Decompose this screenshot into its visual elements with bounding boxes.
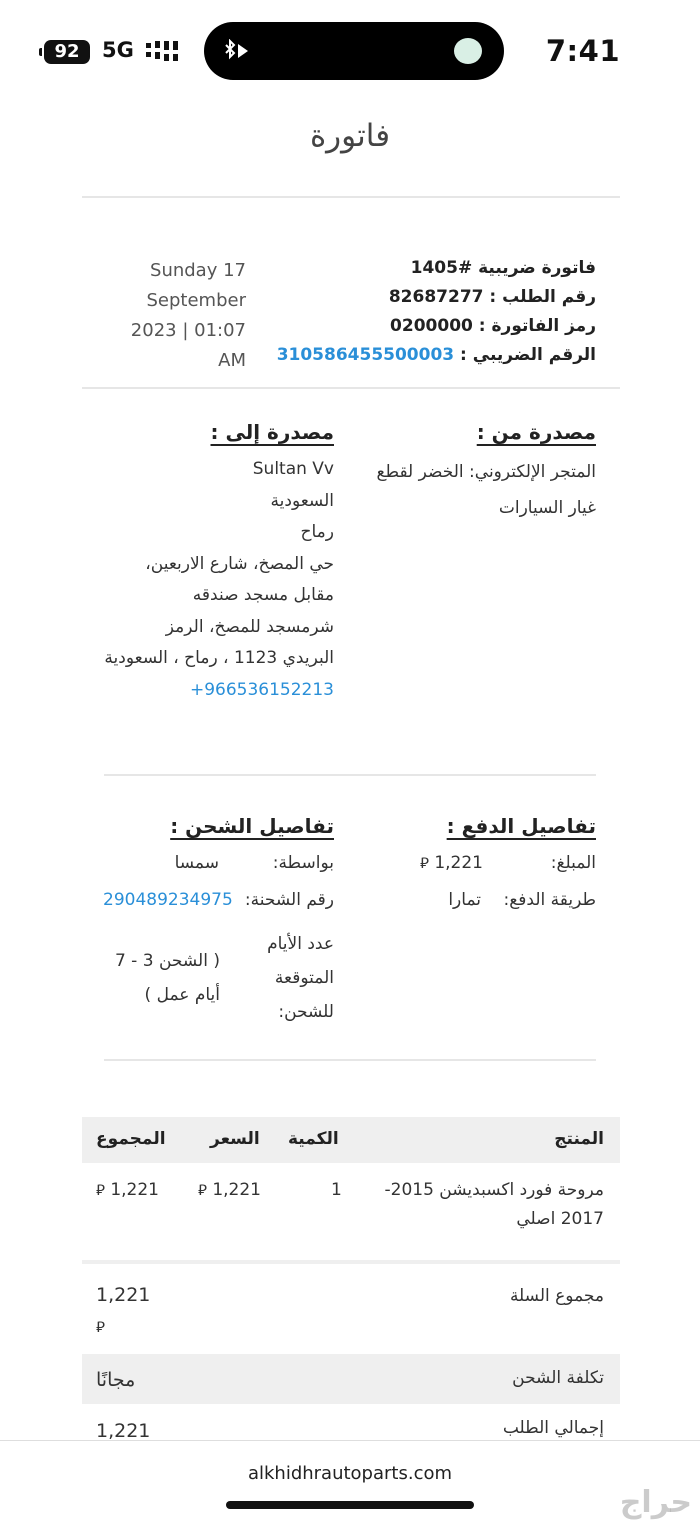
section-divider — [104, 774, 596, 776]
shipping-via-value: سمسا — [174, 853, 219, 873]
product-name[interactable] — [344, 1176, 604, 1234]
issued-to-heading: مصدرة إلى : — [210, 420, 334, 444]
bluetooth-icon — [222, 39, 250, 63]
value-line: أيام عمل ) — [144, 985, 220, 1005]
payment-details-heading: تفاصيل الدفع : — [446, 814, 596, 838]
dynamic-island — [204, 22, 504, 80]
haraj-watermark: حراج — [619, 1485, 692, 1520]
product-total — [96, 1176, 159, 1205]
column-quantity: الكمية — [288, 1129, 339, 1149]
battery-indicator: 92 — [44, 40, 90, 64]
tracking-number-label: رقم الشحنة: — [244, 890, 334, 910]
section-divider — [82, 387, 620, 389]
product-name-line: 2017 اصلي — [516, 1209, 604, 1229]
column-product: المنتج — [554, 1129, 604, 1149]
tax-number-link[interactable]: 310586455500003 — [276, 345, 455, 365]
riyal-icon: ⃁ — [198, 1181, 207, 1199]
date-line: September — [146, 290, 246, 311]
cart-total-row — [82, 1264, 620, 1354]
clock: 7:41 — [545, 34, 620, 68]
date-line: 2023 | 01:07 AM — [130, 320, 246, 371]
column-price: السعر — [210, 1129, 260, 1149]
price-value: 1,221 — [212, 1180, 261, 1200]
shipping-details-heading: تفاصيل الشحن : — [170, 814, 334, 838]
address-line: مقابل مسجد صندقه — [192, 585, 334, 605]
shipping-via-label: بواسطة: — [272, 853, 334, 873]
order-total-label: إجمالي الطلب — [502, 1418, 604, 1438]
customer-city: رماح — [300, 522, 334, 542]
order-number: رقم الطلب : 82687277 — [388, 287, 596, 307]
label-line: عدد الأيام — [267, 934, 334, 954]
payment-method-label: طريقة الدفع: — [503, 890, 596, 910]
home-indicator[interactable] — [226, 1501, 474, 1509]
customer-phone-link[interactable]: +966536152213 — [189, 679, 334, 700]
network-type: 5G — [102, 38, 134, 62]
invoice-info — [277, 254, 596, 370]
status-bar — [0, 0, 700, 100]
products-table-header — [82, 1117, 620, 1163]
shipping-cost-label: تكلفة الشحن — [512, 1368, 604, 1388]
page-title: فاتورة — [309, 118, 391, 154]
total-value: 1,221 — [110, 1180, 159, 1200]
expected-days-label — [267, 927, 334, 1029]
tax-invoice-number: فاتورة ضريبية #1405 — [410, 258, 596, 278]
issued-from-heading: مصدرة من : — [476, 420, 596, 444]
expected-days-value — [115, 944, 220, 1012]
riyal-icon: ⃁ — [96, 1318, 105, 1336]
section-divider — [104, 1059, 596, 1061]
issued-to-address — [84, 454, 334, 706]
order-total-value: 1,221 — [96, 1420, 151, 1440]
riyal-icon: ⃁ — [420, 854, 429, 872]
shipping-cost-row — [82, 1354, 620, 1404]
product-quantity: 1 — [331, 1180, 342, 1200]
invoice-code: رمز الفاتورة : 0200000 — [390, 316, 596, 336]
address-line: شرمسجد للمصخ، الرمز — [165, 616, 334, 637]
customer-country: السعودية — [270, 490, 334, 511]
payment-amount — [420, 852, 483, 874]
payment-amount-label: المبلغ: — [550, 853, 596, 873]
browser-footer — [0, 1440, 700, 1522]
riyal-icon: ⃁ — [96, 1181, 105, 1199]
issued-from-text: المتجر الإلكتروني: الخضر لقطع غيار السيارات — [376, 462, 596, 518]
order-total-row — [82, 1404, 620, 1440]
column-total: المجموع — [96, 1129, 166, 1149]
product-name-line: مروحة فورد اكسبديشن 2015- — [384, 1180, 604, 1200]
value-line: ( الشحن 3 - 7 — [114, 951, 220, 971]
site-url[interactable]: alkhidhrautoparts.com — [247, 1463, 453, 1484]
customer-name: Sultan Vv — [252, 459, 334, 479]
address-line: البريدي 1123 ، رماح ، السعودية — [104, 648, 334, 668]
date-line: Sunday 17 — [150, 260, 246, 281]
cart-total-label: مجموع السلة — [509, 1286, 604, 1306]
title-divider — [82, 196, 620, 198]
shipping-cost-value: مجانًا — [96, 1369, 136, 1391]
label-line: للشحن: — [278, 1002, 334, 1022]
amount: 1,221 — [96, 1284, 151, 1306]
product-price — [198, 1176, 261, 1205]
app-activity-icon — [454, 38, 482, 64]
payment-amount-value: 1,221 — [434, 853, 483, 873]
payment-method-value: تمارا — [448, 890, 481, 910]
address-line: حي المصخ، شارع الاربعين، — [145, 553, 334, 574]
tracking-number-link[interactable]: 290489234975 — [103, 890, 233, 910]
label-line: المتوقعة — [274, 968, 334, 988]
invoice-date — [98, 256, 246, 376]
tax-number-line — [277, 341, 596, 370]
tax-number-label: الرقم الضريبي : — [454, 345, 596, 365]
cart-total-value — [96, 1279, 150, 1343]
signal-icon — [146, 41, 182, 63]
